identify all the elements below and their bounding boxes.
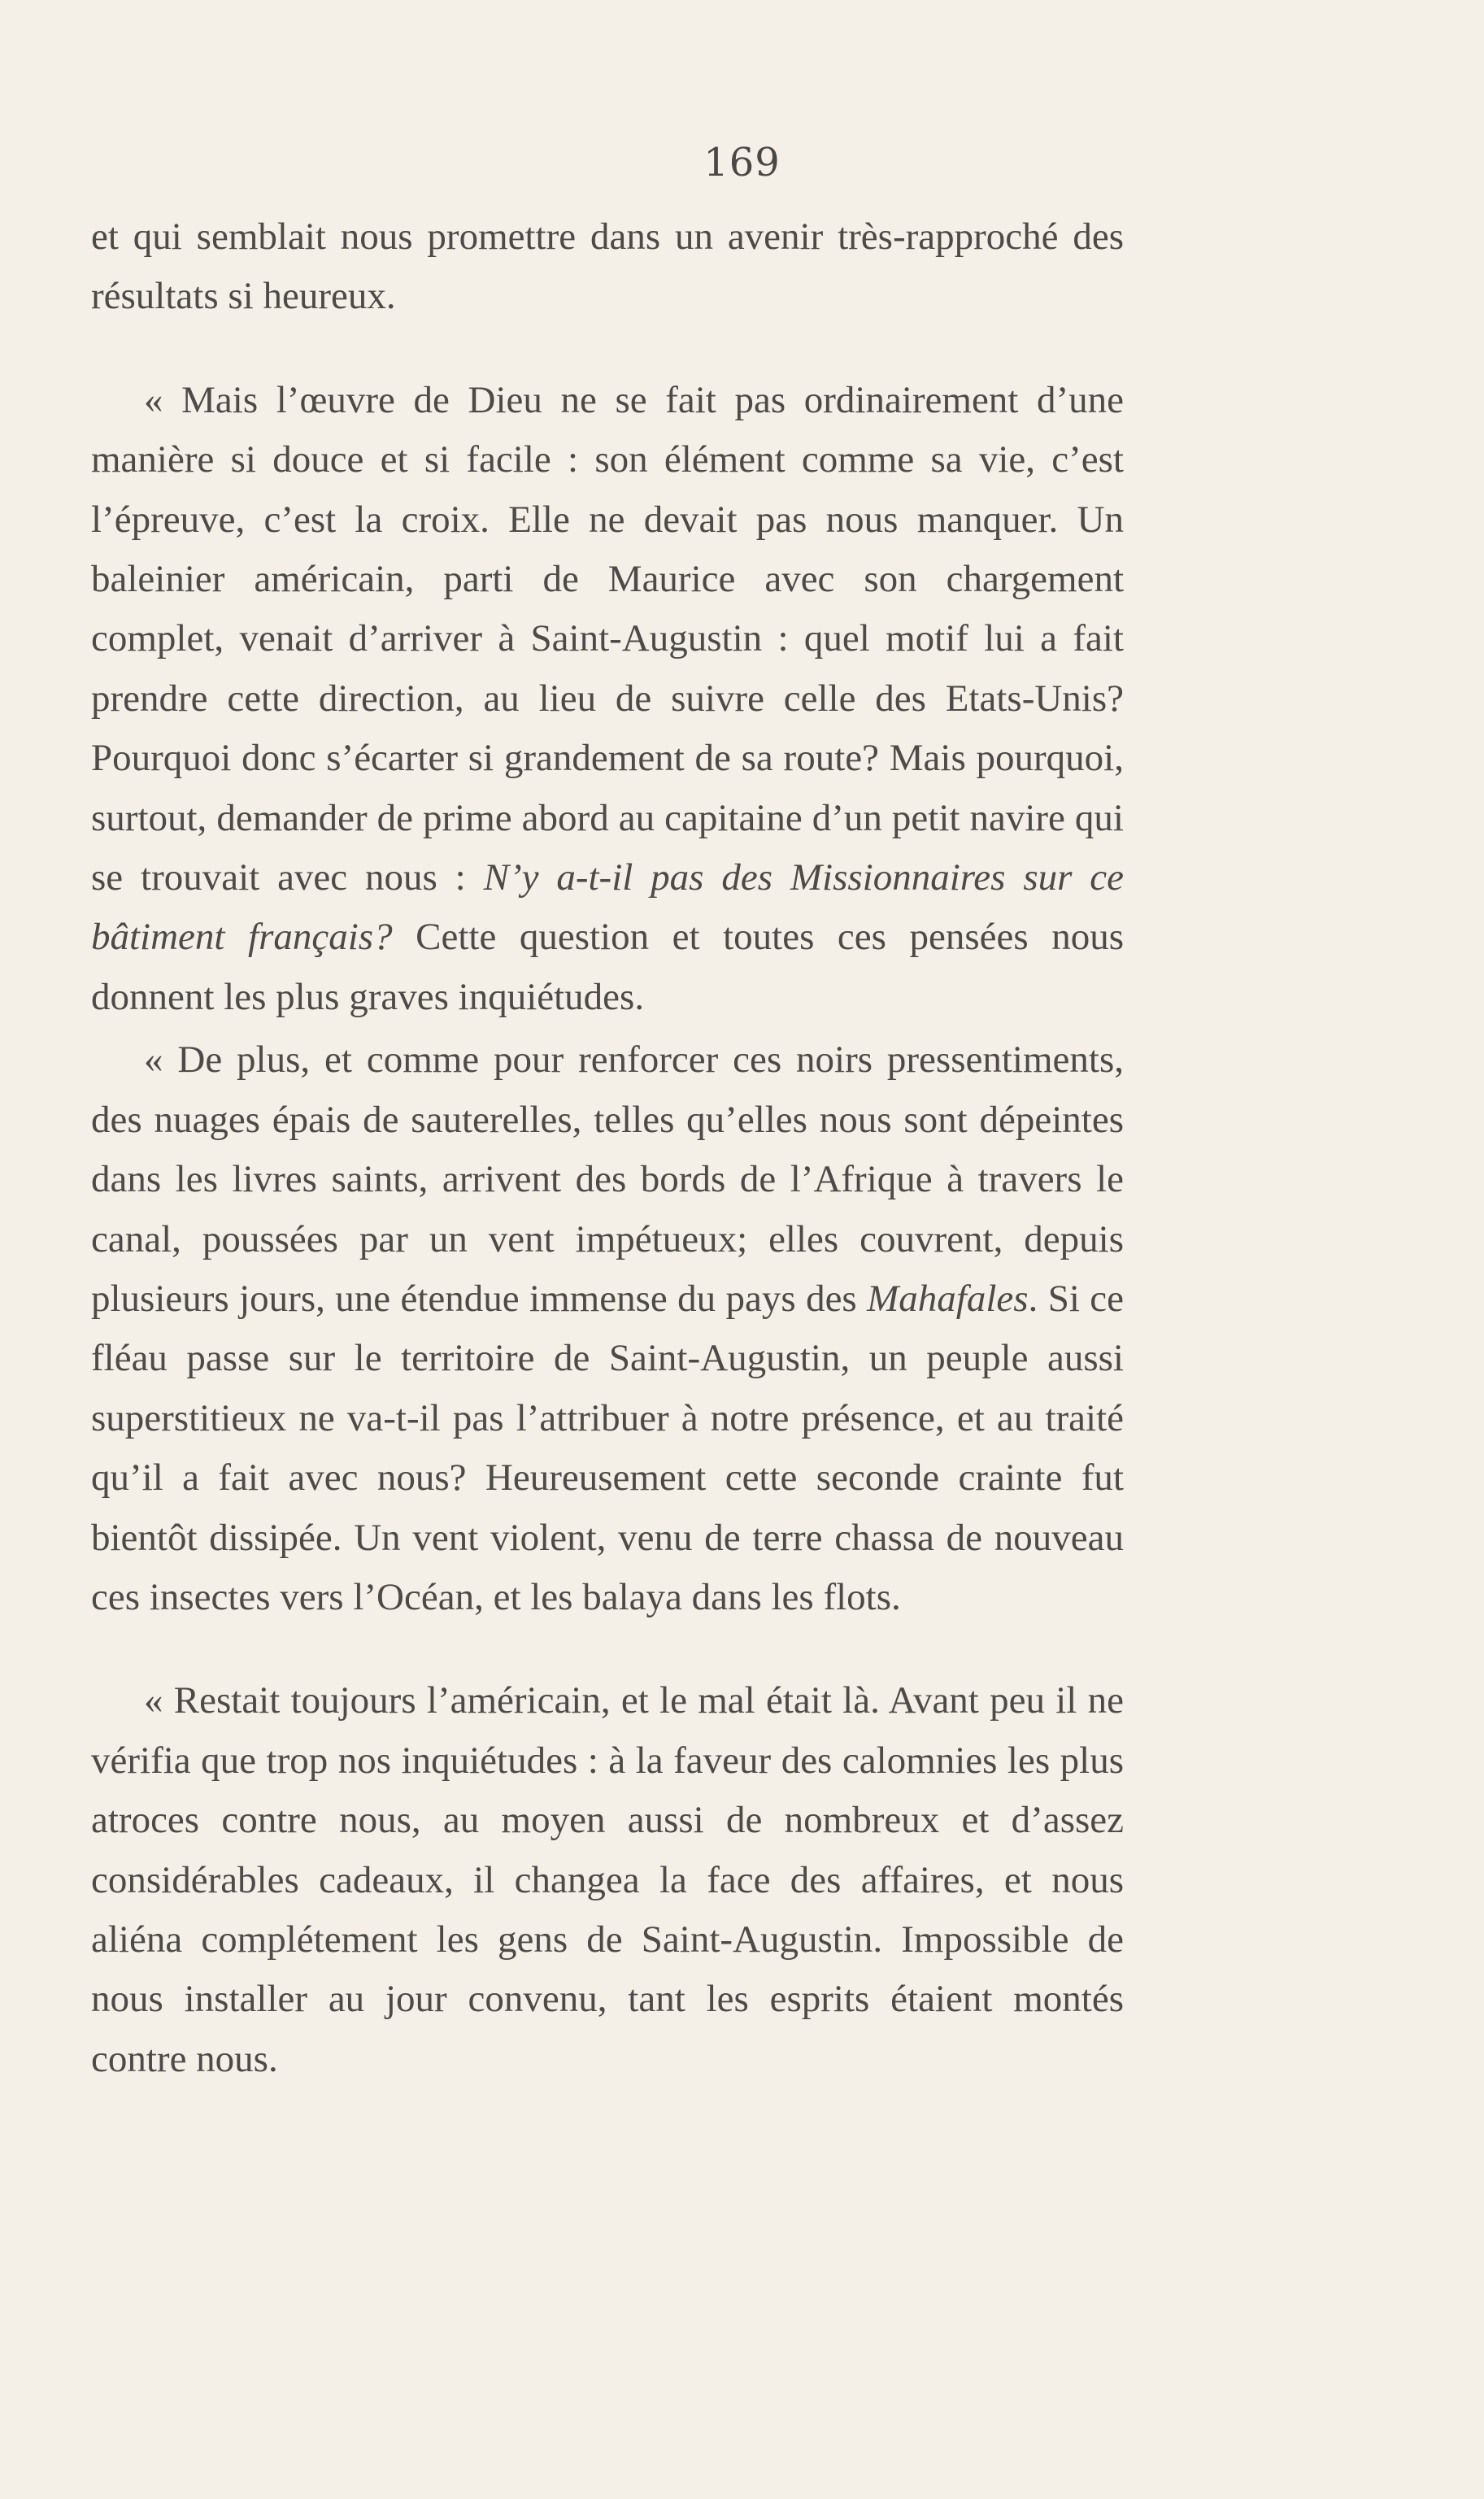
text-segment: et qui semblait nous promettre dans un avenir très-rapproché des résultats si heureux. [91, 216, 1124, 318]
text-segment: « Restait toujours l’américain, et le mal était là. Avant peu il ne vérifia que trop nos inquiétudes : à la faveur des calomnies les plus atroces contre nous, au moyen aussi de nombreux et d’assez considérables cadeaux, il changea la face des affaires, et nous aliéna complétement les gens de Saint-Augustin. Impossible de nous installer au jour convenu, tant les esprits étaient montés contre nous. [91, 1679, 1124, 2080]
text-segment: « De plus, et comme pour renforcer ces noirs pressentiments, des nuages épais de sauterelles, telles qu’elles nous sont dépeintes dans les livres saints, arrivent des bords de l’Afrique à travers le canal, poussées par un vent impétueux; elles couvrent, depuis plusieurs jours, une étendue immense du pays des [91, 1038, 1124, 1320]
paragraph [91, 1671, 1124, 2089]
page-number: 169 [703, 140, 781, 185]
paragraph [91, 371, 1124, 1027]
italic-text-segment: N’y a-t-il pas des Missionnaires sur ce bâtiment français? [91, 856, 1124, 959]
paragraph-continuation [91, 207, 1124, 327]
text-segment: « Mais l’œuvre de Dieu ne se fait pas ordinairement d’une manière si douce et si facile : son élément comme sa vie, c’est l’épreuve, c’est la croix. Elle ne devait pas nous manquer. Un baleinier américain, parti de Maurice avec son chargement complet, venait d’arriver à Saint-Augustin : quel motif lui a fait prendre cette direction, au lieu de suivre celle des Etats-Unis? Pourquoi donc s’écarter si grandement de sa route? Mais pourquoi, surtout, demander de prime abord au capitaine d’un petit navire qui se trouvait avec nous : [91, 378, 1124, 899]
body-text [91, 207, 1124, 2089]
paragraph [91, 1030, 1124, 1627]
italic-text-segment: Mahafales [867, 1277, 1029, 1320]
text-segment: Cette question et toutes ces pensées nous donnent les plus graves inquiétudes. [91, 916, 1124, 1018]
text-segment: . Si ce fléau passe sur le territoire de Saint-Augustin, un peuple aussi superstitieux ne va-t-il pas l’attribuer à notre présence, et au traité qu’il a fait avec nous? Heureusement cette seconde crainte fut bientôt dissipée. Un vent violent, venu de terre chassa de nouveau ces insectes vers l’Océan, et les balaya dans les flots. [91, 1277, 1125, 1618]
